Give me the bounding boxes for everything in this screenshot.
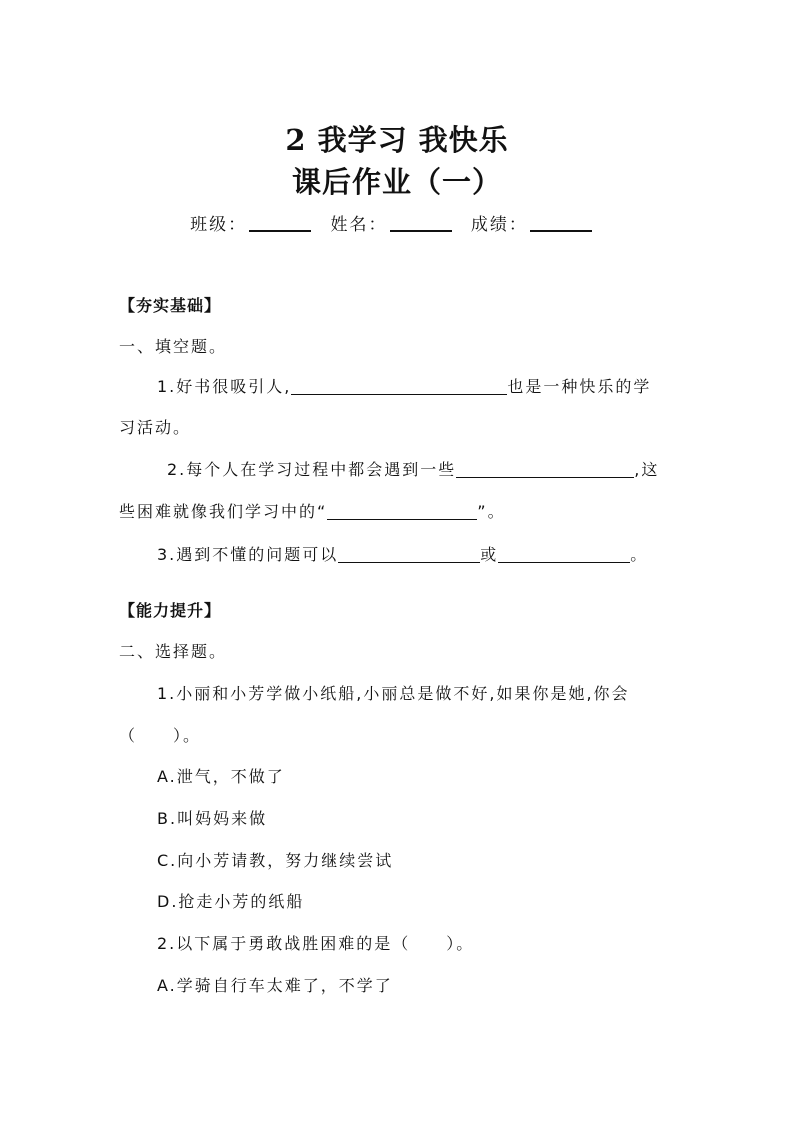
class-blank[interactable] xyxy=(249,212,311,232)
page-title: 2 我学习 我快乐 xyxy=(285,123,509,157)
fill-q3-text-a: 3.遇到不懂的问题可以 xyxy=(157,545,339,564)
fill-q2-blank-1[interactable] xyxy=(456,459,634,478)
student-info-row xyxy=(0,210,794,235)
section-heading-advanced: 【能力提升】 xyxy=(119,601,222,620)
class-label: 班级： xyxy=(190,215,248,235)
fill-q3-text-c: 。 xyxy=(630,545,649,564)
fill-q1-continuation: 习活动。 xyxy=(119,418,192,437)
page-subtitle: 课后作业（一） xyxy=(291,165,502,199)
choice-question-2: 2.以下属于勇敢战胜困难的是（ ）。 xyxy=(157,934,475,953)
fill-q1-text-a: 1.好书很吸引人, xyxy=(157,377,292,396)
name-label: 姓名： xyxy=(330,215,388,235)
choice-q1-option-d: D.抢走小芳的纸船 xyxy=(157,892,305,911)
fill-q3-blank-1[interactable] xyxy=(338,544,480,563)
fill-question-2 xyxy=(167,459,659,481)
fill-question-1 xyxy=(157,376,651,398)
score-blank[interactable] xyxy=(530,212,592,232)
fill-q3-text-b: 或 xyxy=(480,545,499,564)
fill-q1-text-b: 也是一种快乐的学 xyxy=(507,377,652,396)
choice-q1-option-a: A.泄气，不做了 xyxy=(157,767,285,786)
part-two-heading: 二、选择题。 xyxy=(119,642,228,661)
choice-q2-option-a: A.学骑自行车太难了，不学了 xyxy=(157,976,393,995)
choice-q1-option-b: B.叫妈妈来做 xyxy=(157,809,268,828)
fill-q1-blank[interactable] xyxy=(291,376,507,395)
fill-q2-text-a: 2.每个人在学习过程中都会遇到一些 xyxy=(167,460,457,479)
name-blank[interactable] xyxy=(390,212,452,232)
fill-q2-text-b: ,这 xyxy=(634,460,660,479)
fill-q2-continuation xyxy=(119,501,506,523)
fill-question-3 xyxy=(157,544,648,566)
choice-q1-answer-bracket[interactable]: （ ）。 xyxy=(119,726,202,745)
fill-q2-blank-2[interactable] xyxy=(327,501,477,520)
fill-q2-text-c: 些困难就像我们学习中的“ xyxy=(119,502,328,521)
choice-q1-option-c: C.向小芳请教，努力继续尝试 xyxy=(157,851,394,870)
fill-q3-blank-2[interactable] xyxy=(498,544,630,563)
score-label: 成绩： xyxy=(470,215,528,235)
choice-question-1: 1.小丽和小芳学做小纸船,小丽总是做不好,如果你是她,你会 xyxy=(157,684,630,703)
part-one-heading: 一、填空题。 xyxy=(119,337,228,356)
section-heading-basics: 【夯实基础】 xyxy=(119,296,222,315)
fill-q2-text-d: ”。 xyxy=(477,502,506,521)
